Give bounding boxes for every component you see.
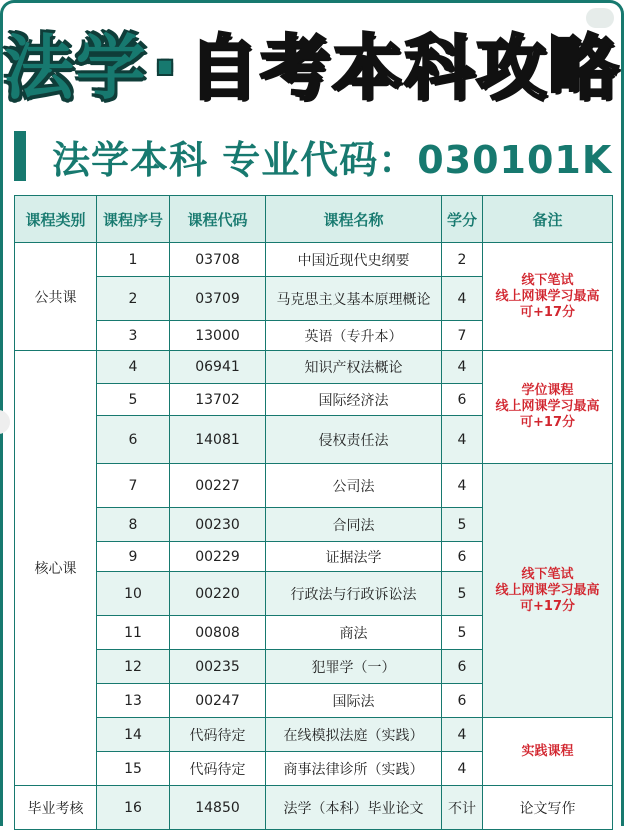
note-line: 线上网课学习最高 — [495, 399, 600, 414]
course-number: 4 — [97, 351, 170, 384]
header-credit: 学分 — [442, 196, 483, 243]
course-name: 在线模拟法庭（实践） — [266, 718, 442, 752]
category-cell: 毕业考核 — [15, 786, 97, 830]
course-code: 00229 — [170, 542, 266, 572]
course-credit: 7 — [442, 321, 483, 351]
course-name: 合同法 — [266, 508, 442, 542]
note-line: 实践课程 — [521, 743, 574, 759]
major-heading — [14, 130, 612, 182]
course-name: 国际法 — [266, 684, 442, 718]
course-number: 7 — [97, 464, 170, 508]
course-credit: 5 — [442, 616, 483, 650]
note-line: 线上网课学习最高 — [495, 288, 600, 304]
course-name: 英语（专升本） — [266, 321, 442, 351]
note-cell — [483, 786, 613, 830]
course-credit: 不计 — [442, 786, 483, 830]
course-credit: 4 — [442, 277, 483, 321]
category-cell: 公共课 — [15, 243, 97, 351]
category-cell: 核心课 — [15, 351, 97, 786]
course-credit: 6 — [442, 384, 483, 416]
course-number: 5 — [97, 384, 170, 416]
course-table — [14, 195, 613, 830]
course-credit: 2 — [442, 243, 483, 277]
course-number: 11 — [97, 616, 170, 650]
course-code: 14850 — [170, 786, 266, 830]
title-dot: · — [151, 27, 181, 109]
course-code: 14081 — [170, 416, 266, 464]
note-line: 线下笔试 — [521, 566, 574, 582]
major-code-text: 法学本科 专业代码：030101K — [52, 137, 613, 182]
note-line: 学位课程 — [521, 383, 574, 398]
course-name: 侵权责任法 — [266, 416, 442, 464]
header-code: 课程代码 — [170, 196, 266, 243]
course-name: 证据法学 — [266, 542, 442, 572]
course-name: 马克思主义基本原理概论 — [266, 277, 442, 321]
course-code: 03709 — [170, 277, 266, 321]
note-cell — [483, 351, 613, 464]
note-line: 线下笔试 — [521, 272, 574, 288]
course-credit: 4 — [442, 718, 483, 752]
note-cell — [483, 464, 613, 718]
course-code: 13000 — [170, 321, 266, 351]
course-name: 商事法律诊所（实践） — [266, 752, 442, 786]
note-line: 可+17分 — [520, 415, 575, 430]
course-name: 公司法 — [266, 464, 442, 508]
table-header-row — [15, 196, 613, 243]
course-code: 代码待定 — [170, 752, 266, 786]
course-name: 国际经济法 — [266, 384, 442, 416]
header-number: 课程序号 — [97, 196, 170, 243]
course-name: 行政法与行政诉讼法 — [266, 572, 442, 616]
course-code: 03708 — [170, 243, 266, 277]
course-code: 00235 — [170, 650, 266, 684]
course-number: 6 — [97, 416, 170, 464]
title-part1: 法学 — [3, 27, 148, 109]
course-code: 00247 — [170, 684, 266, 718]
note-line: 可+17分 — [520, 304, 575, 320]
table-row — [15, 718, 613, 752]
course-number: 8 — [97, 508, 170, 542]
course-credit: 4 — [442, 416, 483, 464]
course-credit: 6 — [442, 684, 483, 718]
course-code: 00220 — [170, 572, 266, 616]
course-number: 10 — [97, 572, 170, 616]
heading-bar — [14, 131, 26, 181]
course-code: 00808 — [170, 616, 266, 650]
course-number: 2 — [97, 277, 170, 321]
course-code: 00227 — [170, 464, 266, 508]
table-row — [15, 351, 613, 384]
course-credit: 5 — [442, 508, 483, 542]
course-name: 知识产权法概论 — [266, 351, 442, 384]
course-number: 15 — [97, 752, 170, 786]
course-name: 犯罪学（一） — [266, 650, 442, 684]
table-row — [15, 786, 613, 830]
table-row — [15, 243, 613, 277]
page-title — [0, 20, 624, 116]
table-row — [15, 464, 613, 508]
course-credit: 5 — [442, 572, 483, 616]
course-name: 中国近现代史纲要 — [266, 243, 442, 277]
course-code: 13702 — [170, 384, 266, 416]
title-part2: 自考本科攻略 — [188, 27, 621, 109]
course-credit: 4 — [442, 464, 483, 508]
note-line: 可+17分 — [520, 598, 575, 614]
course-number: 9 — [97, 542, 170, 572]
header-category: 课程类别 — [15, 196, 97, 243]
course-number: 14 — [97, 718, 170, 752]
course-number: 13 — [97, 684, 170, 718]
course-credit: 4 — [442, 351, 483, 384]
course-number: 12 — [97, 650, 170, 684]
course-code: 代码待定 — [170, 718, 266, 752]
course-number: 1 — [97, 243, 170, 277]
course-code: 00230 — [170, 508, 266, 542]
header-name: 课程名称 — [266, 196, 442, 243]
course-credit: 6 — [442, 650, 483, 684]
course-credit: 4 — [442, 752, 483, 786]
note-cell — [483, 243, 613, 351]
note-line: 线上网课学习最高 — [495, 582, 600, 598]
note-cell — [483, 718, 613, 786]
course-name: 法学（本科）毕业论文 — [266, 786, 442, 830]
course-code: 06941 — [170, 351, 266, 384]
course-number: 3 — [97, 321, 170, 351]
course-number: 16 — [97, 786, 170, 830]
note-line: 论文写作 — [519, 800, 576, 817]
header-note: 备注 — [483, 196, 613, 243]
course-name: 商法 — [266, 616, 442, 650]
course-credit: 6 — [442, 542, 483, 572]
